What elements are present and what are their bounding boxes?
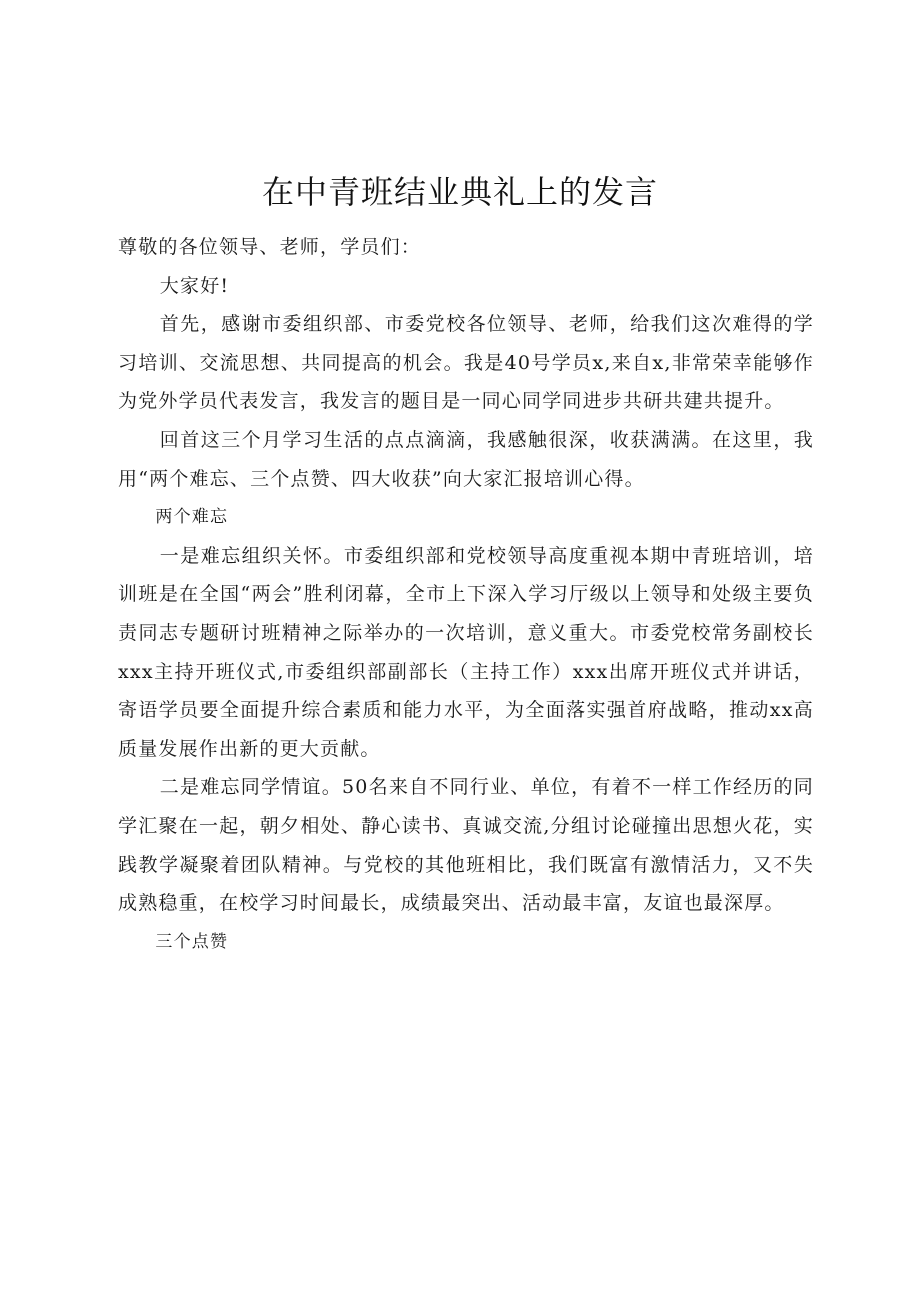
paragraph-classmate-friendship: 二是难忘同学情谊。50名来自不同行业、单位，有着不一样工作经历的同学汇聚在一起，朝夕相处、静心读书、真诚交流,分组讨论碰撞出思想火花，实践教学凝聚着团队精神。与党校的其他班相比，我们既富有激情活力，又不失成熟稳重，在校学习时间最长，成绩最突出、活动最丰富，友谊也最深厚。 xyxy=(118,776,814,915)
paragraph-organization-care: 一是难忘组织关怀。市委组织部和党校领导高度重视本期中青班培训，培训班是在全国“两会”胜利闭幕，全市上下深入学习厅级以上领导和处级主要负责同志专题研讨班精神之际举办的一次培训，意义重大。市委党校常务副校长xxx主持开班仪式,市委组织部副部长（主持工作）xxx出席开班仪式并讲话，寄语学员要全面提升综合素质和能力水平，为全面落实强首府战略，推动xx高质量发展作出新的更大贡献。 xyxy=(118,544,814,760)
greeting: 大家好! xyxy=(159,274,230,297)
paragraph-review: 回首这三个月学习生活的点点滴滴，我感触很深，收获满满。在这里，我用“两个难忘、三个点赞、四大收获”向大家汇报培训心得。 xyxy=(118,428,814,490)
section-heading-two-memories: 两个难忘 xyxy=(155,507,229,528)
paragraph-intro: 首先，感谢市委组织部、市委党校各位领导、老师，给我们这次难得的学习培训、交流思想、共同提高的机会。我是40号学员x,来自x,非常荣幸能够作为党外学员代表发言，我发言的题目是一同心同学同进步共研共建共提升。 xyxy=(118,313,814,413)
salutation: 尊敬的各位领导、老师，学员们： xyxy=(118,236,422,258)
section-heading-three-praises: 三个点赞 xyxy=(155,931,229,952)
document-body xyxy=(118,228,814,961)
document-title: 在中青班结业典礼上的发言 xyxy=(261,173,658,211)
